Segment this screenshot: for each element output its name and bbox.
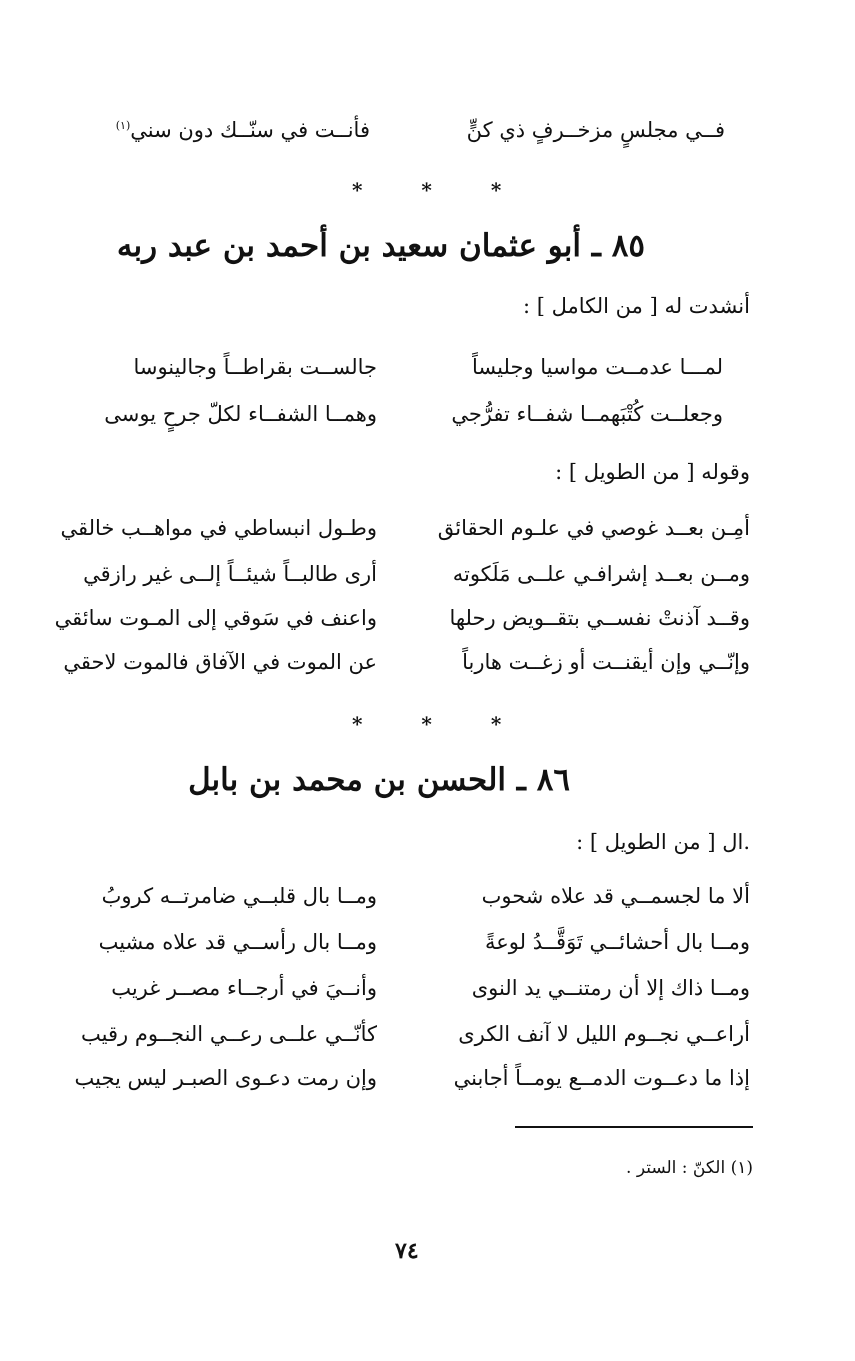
poem3-line1-right: ألا ما لجسمــي قد علاه شحوب bbox=[481, 884, 750, 908]
section-85-intro-2: وقوله [ من الطويل ] : bbox=[555, 460, 750, 484]
poem3-line2-right: ومــا بال أحشائــي تَوَقَّــدُ لوعةً bbox=[485, 930, 750, 954]
poem2-line4-left: عن الموت في الآفاق فالموت لاحقي bbox=[63, 650, 377, 674]
top-verse-right-hemistich: فــي مجلسٍ مزخــرفٍ ذي كنٍّ bbox=[466, 118, 725, 142]
poem2-line1-right: أمِـن بعــد غوصي في علـوم الحقائق bbox=[437, 516, 750, 540]
poem3-line5-right: إذا ما دعــوت الدمــع يومــاً أجابني bbox=[453, 1066, 750, 1090]
section-separator-2: * * * bbox=[352, 712, 528, 736]
poem2-line3-left: واعنف في سَوقي إلى المـوت سائقي bbox=[54, 606, 377, 630]
footnote-divider bbox=[515, 1126, 753, 1128]
poem3-line4-left: كأنّــي علــى رعــي النجــوم رقيب bbox=[81, 1022, 377, 1046]
poem3-line3-right: ومــا ذاك إلا أن رمتنــي يد النوى bbox=[471, 976, 750, 1000]
page-number: ٧٤ bbox=[395, 1238, 419, 1264]
poem1-line2-left: وهمــا الشفــاء لكلّ جرحٍ يوسى bbox=[104, 402, 377, 426]
poem1-line1-right: لمـــا عدمــت مواسيا وجليساً bbox=[472, 355, 723, 379]
section-85-intro-1: أنشدت له [ من الكامل ] : bbox=[523, 294, 750, 318]
poem3-line5-left: وإن رمت دعـوى الصبـر ليس يجيب bbox=[74, 1066, 377, 1090]
poem2-line3-right: وقــد آذنتْ نفســي بتقــويض رحلها bbox=[449, 606, 750, 630]
poem2-line1-left: وطـول انبساطي في مواهــب خالقي bbox=[60, 516, 377, 540]
footnote-marker: (١) bbox=[115, 119, 131, 132]
section-86-heading: ٨٦ ـ الحسن بن محمد بن بابل bbox=[188, 762, 570, 798]
footnote-text: (١) الكنّ : الستر . bbox=[626, 1158, 753, 1178]
poem3-line2-left: ومــا بال رأســي قد علاه مشيب bbox=[98, 930, 377, 954]
poem1-line1-left: جالســت بقراطــاً وجالينوسا bbox=[133, 355, 377, 379]
poem2-line2-left: أرى طالبــاً شيئــاً إلــى غير رازقي bbox=[83, 562, 377, 586]
section-separator: * * * bbox=[352, 178, 528, 202]
top-verse-left-hemistich: فأنــت في سنّــك دون سني$^{(١)}$ bbox=[115, 118, 370, 142]
poem3-line3-left: وأنــيَ في أرجــاء مصــر غريب bbox=[111, 976, 377, 1000]
poem2-line2-right: ومــن بعــد إشرافـي علــى مَلَكوته bbox=[452, 562, 750, 586]
poem2-line4-right: وإنّــي وإن أيقنــت أو زغــت هارباً bbox=[462, 650, 750, 674]
section-86-intro: .ال [ من الطويل ] : bbox=[576, 830, 750, 854]
section-85-heading: ٨٥ ـ أبو عثمان سعيد بن أحمد بن عبد ربه bbox=[116, 228, 645, 264]
poem3-line4-right: أراعــي نجــوم الليل لا آنف الكرى bbox=[458, 1022, 750, 1046]
poem3-line1-left: ومــا بال قلبــي ضامرتــه كروبُ bbox=[101, 884, 377, 908]
poem1-line2-right: وجعلــت كُتْبَهمــا شفــاء تفرُّجي bbox=[451, 402, 723, 426]
